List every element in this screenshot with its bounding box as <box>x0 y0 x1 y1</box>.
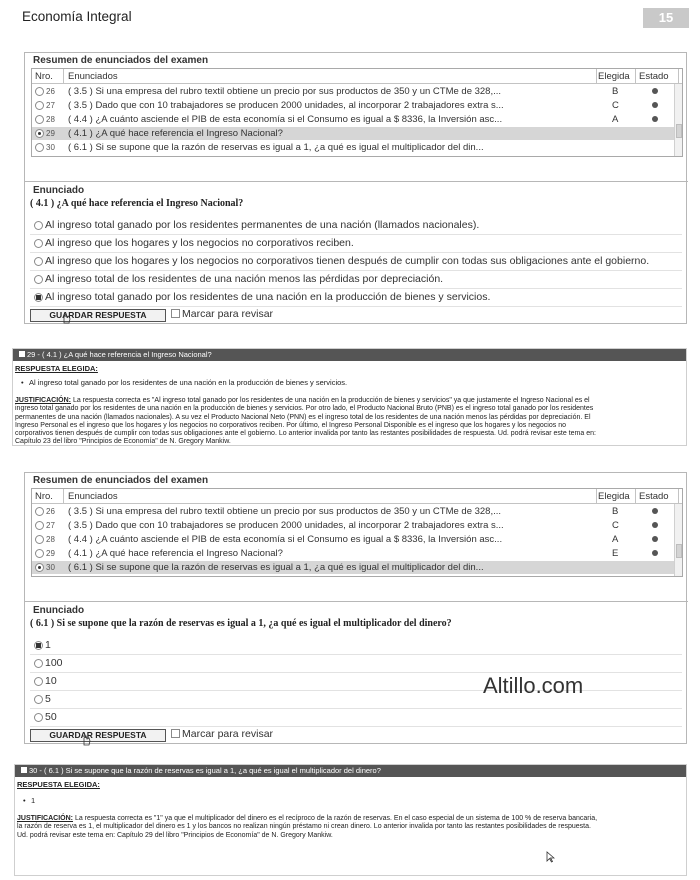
table-row[interactable]: 29 ( 4.1 ) ¿A qué hace referencia el Ingreso Nacional? E <box>32 547 676 560</box>
summary-table <box>31 68 683 157</box>
row-radio[interactable] <box>35 507 44 516</box>
row-radio[interactable] <box>35 563 44 572</box>
feedback-box-top <box>12 348 687 446</box>
summary-table <box>31 488 683 577</box>
answer-option[interactable]: 50 <box>34 710 682 726</box>
option-radio[interactable] <box>34 659 43 668</box>
mark-review-checkbox[interactable]: Marcar para revisar <box>171 728 273 740</box>
enunciado-section <box>25 601 688 744</box>
page-header <box>0 0 700 34</box>
exam-panel-bottom <box>24 472 687 744</box>
save-answer-button[interactable]: GUARDAR RESPUESTA <box>30 729 166 742</box>
option-radio[interactable] <box>34 713 43 722</box>
row-radio[interactable] <box>35 87 44 96</box>
row-radio[interactable] <box>35 129 44 138</box>
row-radio[interactable] <box>35 115 44 124</box>
justification: JUSTIFICACIÓN: La respuesta correcta es "1" ya que el multiplicador del dinero es el recíproco de la razón de reservas. En el caso especial de un sistema de 100 % de reserva bancaria, la razón de reserva es 1, el multiplicador del dinero es 1 y los bancos no realizan ningún préstamo ni crean dinero. Lo anterior invalida por tanto las restantes posibilidades de respuesta. Ud. podrá revisar este tema en: Capítulo 29 del libro "Principios de Economía" de N. Gregory Mankiw. <box>17 815 598 839</box>
option-radio[interactable] <box>34 221 43 230</box>
col-estado[interactable]: Estado <box>639 71 669 82</box>
hand-cursor-icon <box>62 312 72 324</box>
row-radio[interactable] <box>35 143 44 152</box>
col-estado[interactable]: Estado <box>639 491 669 502</box>
enunciado-title: Enunciado <box>33 605 85 616</box>
save-answer-button[interactable]: GUARDAR RESPUESTA <box>30 309 166 322</box>
status-dot-icon <box>652 550 658 556</box>
chosen-answer: • Al ingreso total ganado por los residentes de una nación en la producción de bienes y servicios. <box>29 378 347 387</box>
col-elegida[interactable]: Elegida <box>598 71 630 82</box>
status-dot-icon <box>652 536 658 542</box>
table-row[interactable]: 30 ( 6.1 ) Si se supone que la razón de reservas es igual a 1, ¿a qué es igual el multiplicador del din... <box>32 141 676 154</box>
status-dot-icon <box>652 116 658 122</box>
checkbox-icon[interactable] <box>171 729 180 738</box>
col-nro[interactable]: Nro. <box>35 71 53 82</box>
hand-cursor-icon <box>82 734 92 746</box>
enunciado-title: Enunciado <box>33 185 85 196</box>
scroll-thumb[interactable] <box>676 544 682 558</box>
enunciado-section <box>25 181 688 324</box>
document-title: Economía Integral <box>22 9 132 24</box>
exam-panel-top <box>24 52 687 324</box>
mark-review-checkbox[interactable]: Marcar para revisar <box>171 308 273 320</box>
summary-table-header <box>32 69 682 84</box>
answer-option[interactable]: 10 <box>34 674 682 690</box>
table-row[interactable]: 26 ( 3.5 ) Si una empresa del rubro textil obtiene un precio por sus productos de 350 y un CTMe de 328,... B <box>32 85 676 98</box>
feedback-bar: 30 - ( 6.1 ) Si se supone que la razón de reservas es igual a 1, ¿a qué es igual el multiplicador del dinero? <box>15 765 686 777</box>
answer-option[interactable]: Al ingreso que los hogares y los negocios no corporativos reciben. <box>34 236 682 252</box>
feedback-box-bottom <box>14 764 687 876</box>
answer-option-selected[interactable]: Al ingreso total ganado por los residentes de una nación en la producción de bienes y servicios. <box>34 290 682 306</box>
summary-title: Resumen de enunciados del examen <box>33 55 209 66</box>
table-row-selected[interactable]: 29 ( 4.1 ) ¿A qué hace referencia el Ingreso Nacional? <box>32 127 676 140</box>
justification: JUSTIFICACIÓN: La respuesta correcta es "Al ingreso total ganado por los residentes de una nación en la producción de bienes y servicios" ya que justamente el Ingreso Nacional es el ingreso total ganado por los residentes de una nación en la producción de bienes y servicios. Por otro lado, el Producto Nacional Bruto (PNB) es el ingreso total ganado por los residentes permanentes de una nación (llamados nacionales). A su vez el Producto Nacional Neto (PNN) es el ingreso total de los residentes de una nación menos las pérdidas por depreciación. El Ingreso Personal es el ingreso que los hogares y los negocios no corporativos reciben. Por último, el Ingreso Personal Disponible es el ingreso que los hogares y los negocios no corporativos tienen después de cumplir con todas sus obligaciones ante el gobierno. Lo anterior invalida por tanto las restantes posibilidades de respuesta. Ud. podrá revisar este tema en: Capítulo 23 del libro "Principios de Economía" de N. Gregory Mankiw. <box>15 397 596 446</box>
option-radio[interactable] <box>34 257 43 266</box>
option-radio[interactable] <box>34 641 43 650</box>
table-row[interactable]: 28 ( 4.4 ) ¿A cuánto asciende el PIB de esta economía si el Consumo es igual a $ 8336, la Inversión asc... A <box>32 533 676 546</box>
col-elegida[interactable]: Elegida <box>598 491 630 502</box>
row-radio[interactable] <box>35 549 44 558</box>
arrow-cursor-icon <box>546 851 555 863</box>
row-radio[interactable] <box>35 535 44 544</box>
col-enunciados[interactable]: Enunciados <box>68 71 118 82</box>
status-dot-icon <box>652 88 658 94</box>
feedback-bar: 29 - ( 4.1 ) ¿A qué hace referencia el Ingreso Nacional? <box>13 349 686 361</box>
option-radio[interactable] <box>34 239 43 248</box>
option-radio[interactable] <box>34 293 43 302</box>
table-row[interactable]: 27 ( 3.5 ) Dado que con 10 trabajadores se producen 2000 unidades, al incorporar 2 trabajadores extra s... C <box>32 99 676 112</box>
question-text: ( 4.1 ) ¿A qué hace referencia el Ingreso Nacional? <box>30 198 244 209</box>
row-radio[interactable] <box>35 101 44 110</box>
page-number-badge: 15 <box>643 8 689 28</box>
col-enunciados[interactable]: Enunciados <box>68 491 118 502</box>
option-radio[interactable] <box>34 275 43 284</box>
scroll-thumb[interactable] <box>676 124 682 138</box>
summary-table-header <box>32 489 682 504</box>
status-dot-icon <box>652 508 658 514</box>
answer-option[interactable]: Al ingreso total ganado por los residentes permanentes de una nación (llamados nacionales). <box>34 218 682 234</box>
option-radio[interactable] <box>34 695 43 704</box>
question-text: ( 6.1 ) Si se supone que la razón de reservas es igual a 1, ¿a qué es igual el multiplicador del dinero? <box>30 618 452 629</box>
answer-option[interactable]: Al ingreso que los hogares y los negocios no corporativos tienen después de cumplir con todas sus obligaciones ante el gobierno. <box>34 254 682 270</box>
summary-title: Resumen de enunciados del examen <box>33 475 209 486</box>
col-nro[interactable]: Nro. <box>35 491 53 502</box>
table-row-selected[interactable]: 30 ( 6.1 ) Si se supone que la razón de reservas es igual a 1, ¿a qué es igual el multiplicador del din... <box>32 561 676 574</box>
answer-option[interactable]: 100 <box>34 656 682 672</box>
answer-option[interactable]: 5 <box>34 692 682 708</box>
answer-option[interactable]: Al ingreso total de los residentes de una nación menos las pérdidas por depreciación. <box>34 272 682 288</box>
option-radio[interactable] <box>34 677 43 686</box>
chosen-answer: • 1 <box>31 796 35 805</box>
status-dot-icon <box>652 102 658 108</box>
table-row[interactable]: 28 ( 4.4 ) ¿A cuánto asciende el PIB de esta economía si el Consumo es igual a $ 8336, la Inversión asc... A <box>32 113 676 126</box>
summary-scrollbar[interactable] <box>674 84 682 157</box>
row-radio[interactable] <box>35 521 44 530</box>
watermark: Altillo.com <box>483 673 584 698</box>
summary-scrollbar[interactable] <box>674 504 682 577</box>
table-row[interactable]: 26 ( 3.5 ) Si una empresa del rubro textil obtiene un precio por sus productos de 350 y un CTMe de 328,... B <box>32 505 676 518</box>
table-row[interactable]: 27 ( 3.5 ) Dado que con 10 trabajadores se producen 2000 unidades, al incorporar 2 trabajadores extra s... C <box>32 519 676 532</box>
answer-option-selected[interactable]: 1 <box>34 638 682 654</box>
checkbox-icon[interactable] <box>171 309 180 318</box>
chosen-answer-label: RESPUESTA ELEGIDA: <box>17 780 100 789</box>
status-dot-icon <box>652 522 658 528</box>
chosen-answer-label: RESPUESTA ELEGIDA: <box>15 364 98 373</box>
